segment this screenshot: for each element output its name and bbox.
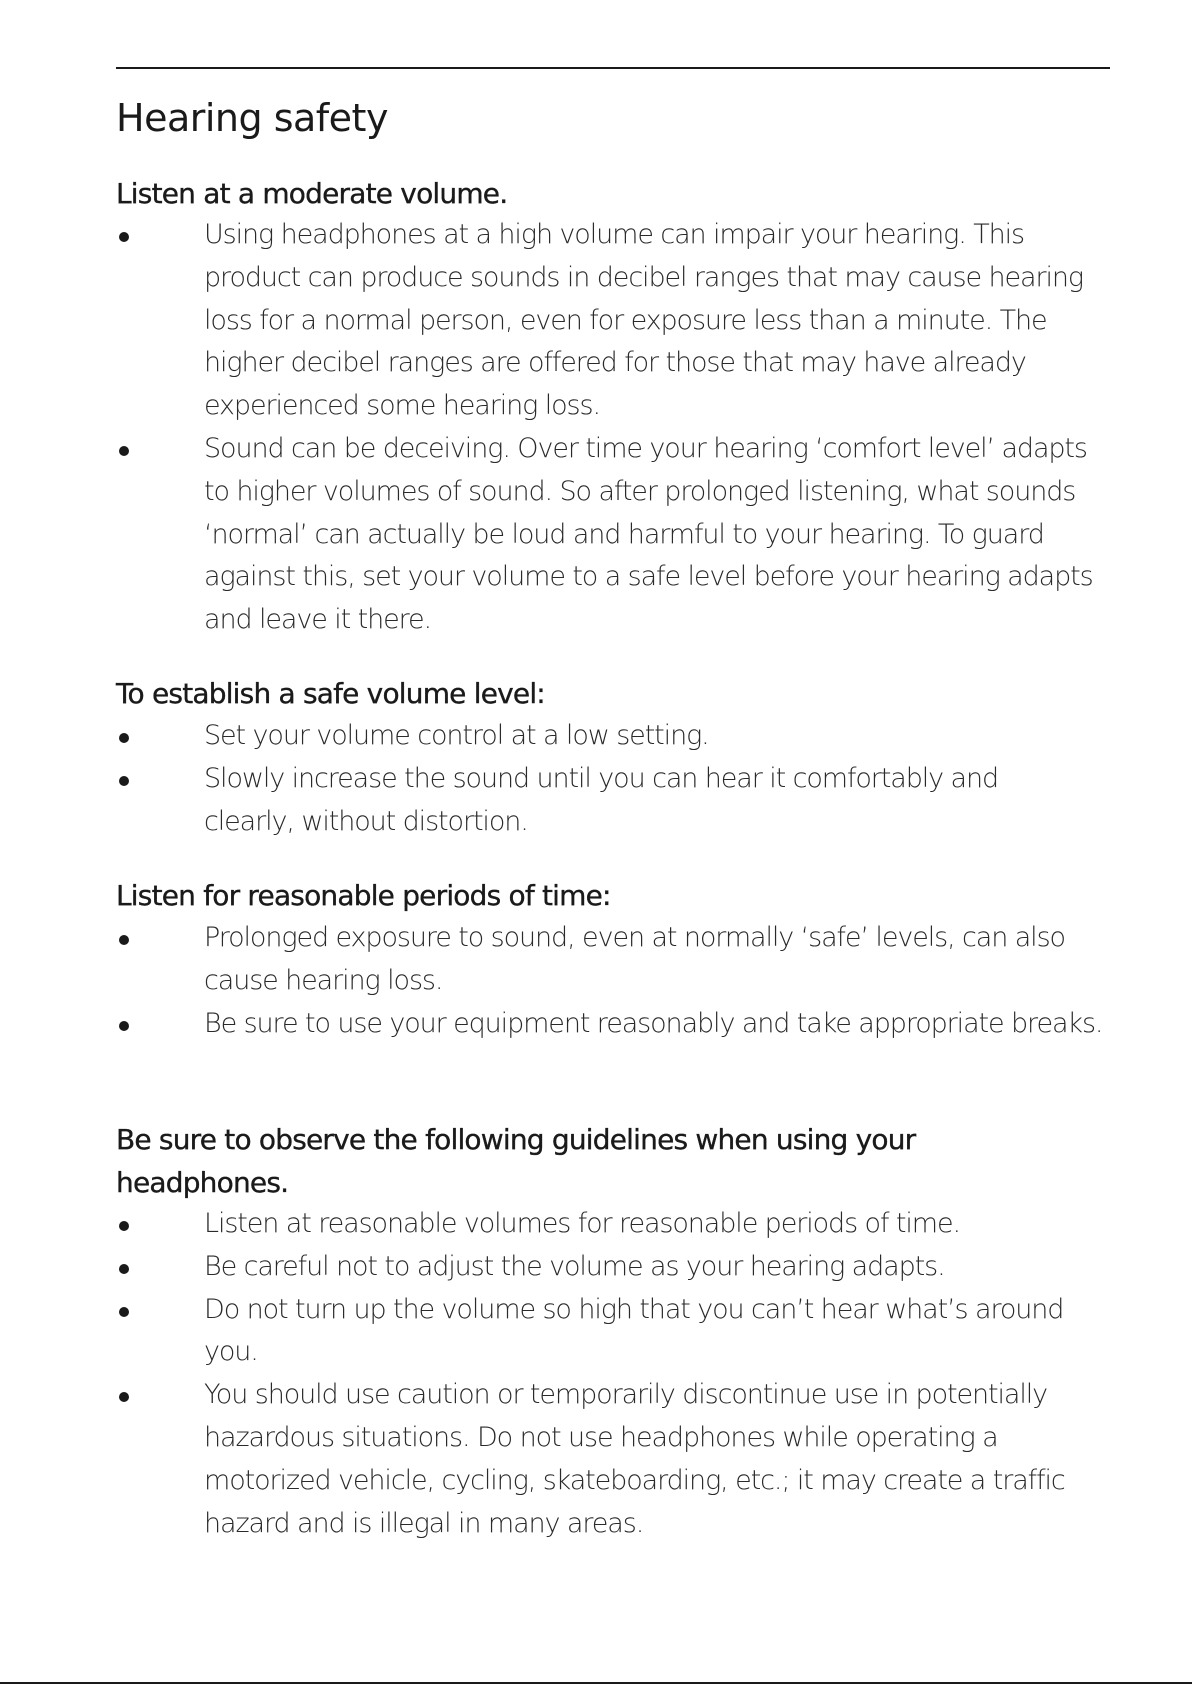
- bullet-list-reasonable-periods: [116, 917, 1116, 1045]
- bottom-divider: [0, 1682, 1192, 1684]
- list-item-text: Be careful not to adjust the volume as your hearing adapts.: [204, 1250, 945, 1282]
- list-item-text: Sound can be deceiving. Over time your hearing ‘comfort level’ adapts to higher volumes of sound. So after prolonged listening, what sounds ‘normal’ can actually be loud and harmful to your hearing. To guard against this, set your volume to a safe level before your hearing adapts and leave it there.: [204, 432, 1093, 636]
- section-heading-reasonable-periods: Listen for reasonable periods of time:: [116, 879, 611, 912]
- bullet-icon: [119, 935, 129, 945]
- list-item: [116, 1246, 1116, 1289]
- list-item-text: Slowly increase the sound until you can hear it comfortably and clearly, without distortion.: [204, 762, 999, 837]
- list-item: [116, 214, 1116, 428]
- bullet-icon: [119, 1307, 129, 1317]
- section-heading-safe-volume-level: To establish a safe volume level:: [116, 677, 545, 710]
- bullet-icon: [119, 232, 129, 242]
- list-item: [116, 428, 1116, 642]
- bullet-list-safe-volume-level: [116, 715, 1076, 843]
- list-item: [116, 1374, 1116, 1545]
- section-heading-guidelines: Be sure to observe the following guidelines when using your headphones.: [116, 1123, 916, 1199]
- list-item-text: Prolonged exposure to sound, even at normally ‘safe’ levels, can also cause hearing loss.: [204, 922, 1065, 996]
- page-title: Hearing safety: [116, 96, 388, 140]
- bullet-icon: [119, 776, 129, 786]
- list-item-text: You should use caution or temporarily discontinue use in potentially hazardous situations. Do not use headphones while operating a motorized vehicle, cycling, skateboarding, etc.; it may create a traffic hazard and is illegal in many areas.: [204, 1379, 1065, 1539]
- list-item-text: Using headphones at a high volume can impair your hearing. This product can produce sounds in decibel ranges that may cause hearing loss for a normal person, even for exposure less than a minute. The higher decibel ranges are offered for those that may have already experienced some hearing loss.: [204, 219, 1083, 422]
- list-item-text: Listen at reasonable volumes for reasonable periods of time.: [204, 1208, 960, 1239]
- list-item: [116, 1003, 1116, 1046]
- bullet-list-guidelines: [116, 1203, 1116, 1545]
- top-divider: [116, 67, 1110, 69]
- bullet-list-moderate-volume: [116, 214, 1116, 642]
- bullet-icon: [119, 1264, 129, 1274]
- list-item: [116, 917, 1116, 1003]
- list-item-text: Be sure to use your equipment reasonably and take appropriate breaks.: [204, 1007, 1103, 1039]
- section-heading-moderate-volume: Listen at a moderate volume.: [116, 177, 508, 210]
- bullet-icon: [119, 1021, 129, 1031]
- list-item: [116, 758, 1076, 844]
- bullet-icon: [119, 733, 129, 743]
- bullet-icon: [119, 1392, 129, 1402]
- list-item-text: Set your volume control at a low setting.: [204, 720, 709, 751]
- list-item: [116, 1203, 1116, 1246]
- list-item-text: Do not turn up the volume so high that you can’t hear what’s around you.: [204, 1293, 1064, 1368]
- bullet-icon: [119, 446, 129, 456]
- list-item: [116, 1289, 1116, 1375]
- list-item: [116, 715, 1076, 758]
- bullet-icon: [119, 1221, 129, 1231]
